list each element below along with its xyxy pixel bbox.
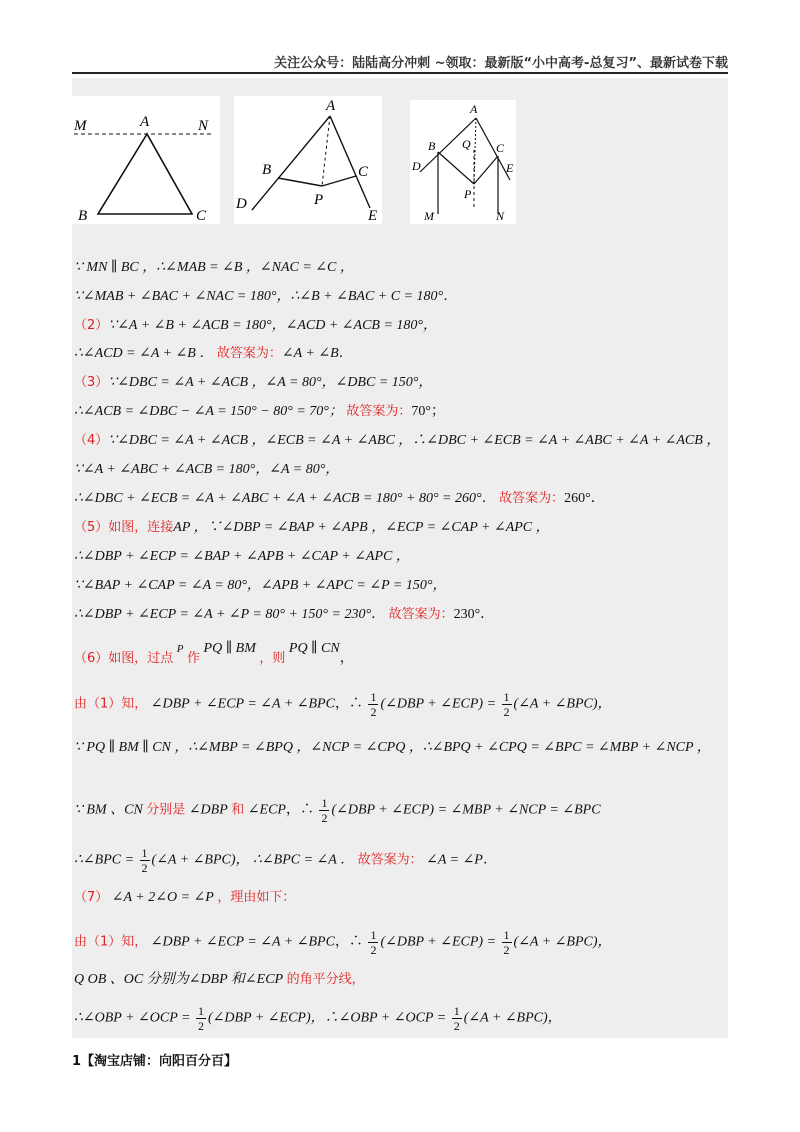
part-6-then: ，则 <box>259 651 286 666</box>
point-p: P <box>176 643 184 655</box>
solution-line-1: ∵ MN ∥ BC ，∴∠MAB = ∠B ，∠NAC = ∠C ， <box>74 260 354 275</box>
solution-line-20 <box>74 928 612 957</box>
fig2-label-D: D <box>236 196 247 212</box>
solution-line-9 <box>74 487 605 507</box>
parallel-1: PQ ∥ BM <box>203 641 256 656</box>
solution-line-21 <box>74 968 365 988</box>
solution-line-7 <box>74 429 720 449</box>
part-5-label: （5）如图，连接 <box>74 520 174 535</box>
line21-text: 的角平分线， <box>286 972 365 987</box>
part-2-label: （2） <box>74 318 109 333</box>
therefore: ，∴ <box>334 934 363 950</box>
solution-line-22 <box>74 1004 562 1033</box>
fraction-half: $\frac{1}{2}$ <box>197 1004 204 1033</box>
line6-math: ∴∠ACB = ∠DBC − ∠A = 150° − 80° = 70°； <box>74 404 343 419</box>
fraction-half: $\frac{1}{2}$ <box>321 796 328 825</box>
answer-label: 故答案为： <box>357 852 423 868</box>
part-7-claim: ∠A + 2∠O = ∠P <box>111 890 214 905</box>
line17-angle2: ∠ECP <box>247 802 286 818</box>
fig1-label-M: M <box>74 118 87 134</box>
line17-lines: ∵ BM 、CN <box>74 802 143 818</box>
solution-line-15 <box>74 690 612 719</box>
answer-value: ∠A = ∠P． <box>426 852 497 868</box>
fig3-label-C: C <box>496 141 505 155</box>
figure-2 <box>234 96 382 224</box>
fig3-label-M: M <box>424 209 434 223</box>
line17-word: 分别是 <box>146 802 186 818</box>
part-3-label: （3） <box>74 375 109 390</box>
solution-line-17 <box>74 796 601 825</box>
line22-lhs: ∴∠OBP + ∠OCP = <box>74 1010 191 1026</box>
answer-label: 故答案为： <box>388 607 454 622</box>
parallel-2: PQ ∥ CN <box>288 641 340 656</box>
solution-line-18 <box>74 846 497 875</box>
fig1-label-A: A <box>140 114 150 130</box>
line15-eq: ∠DBP + ∠ECP = ∠A + ∠BPC <box>150 696 335 712</box>
line21-math: Q OB 、OC 分别为∠DBP 和∠ECP <box>74 972 284 987</box>
solution-line-11: ∴∠DBP + ∠ECP = ∠BAP + ∠APB + ∠CAP + ∠APC ， <box>74 549 410 564</box>
answer-value: 260°． <box>564 491 605 506</box>
part-7-label: （7） <box>74 890 109 905</box>
fig3-label-P: P <box>464 187 472 201</box>
fig2-label-B: B <box>262 162 272 178</box>
solution-line-14 <box>74 640 354 667</box>
from-1: 由（1）知， <box>74 696 148 712</box>
figure-3 <box>410 100 516 224</box>
fig2-label-C: C <box>358 164 369 180</box>
part-6-word: 作 <box>187 651 201 666</box>
line18-lhs: ∴∠BPC = <box>74 852 135 868</box>
solution-line-5 <box>74 371 432 391</box>
line17-and: 和 <box>231 802 245 818</box>
solution-line-13 <box>74 603 494 623</box>
figure-1 <box>72 96 220 224</box>
solution-line-3 <box>74 314 437 334</box>
line17-eq: (∠DBP + ∠ECP) = ∠MBP + ∠NCP = ∠BPC <box>331 802 601 818</box>
figure-2-svg <box>234 96 382 224</box>
fraction-half: $\frac{1}{2}$ <box>370 690 377 719</box>
answer-label: 故答案为： <box>346 404 412 419</box>
fig1-label-B: B <box>78 208 88 224</box>
answer-value: 230°． <box>453 607 495 622</box>
line18-rhs: (∠A + ∠BPC)， <box>151 852 250 868</box>
part-5-text: AP ，∵∠DBP = ∠BAP + ∠APB ，∠ECP = ∠CAP + ∠APC ， <box>173 520 550 535</box>
line20-rhs: (∠A + ∠BPC)， <box>513 934 612 950</box>
solution-line-16: ∵ PQ ∥ BM ∥ CN ，∴∠MBP = ∠BPQ ，∠NCP = ∠CPQ ，∴∠BPQ + ∠CPQ = ∠BPC = ∠MBP + ∠NCP ， <box>74 740 711 755</box>
line13-math: ∴∠DBP + ∠ECP = ∠A + ∠P = 80° + 150° = 230°． <box>74 607 386 622</box>
fig3-label-D: D <box>412 159 421 173</box>
page-header: 关注公众号：陆陆高分冲刺 ~领取：最新版“小中高考-总复习”、最新试卷下载 <box>274 56 728 71</box>
line15-rhs: (∠A + ∠BPC)， <box>513 696 612 712</box>
part-6-label: （6）如图，过点 <box>74 651 174 666</box>
fig3-label-A: A <box>470 102 478 116</box>
part-2-text: ∵∠A + ∠B + ∠ACB = 180°，∠ACD + ∠ACB = 180°， <box>108 318 438 333</box>
answer-value: ∠A + ∠B． <box>281 346 353 361</box>
therefore: ，∴ <box>334 696 363 712</box>
fraction-half: $\frac{1}{2}$ <box>503 928 510 957</box>
comma: ， <box>339 651 354 666</box>
from-1: 由（1）知， <box>74 934 148 950</box>
line9-math: ∴∠DBC + ∠ECB = ∠A + ∠ABC + ∠A + ∠ACB = 180° + 80° = 260°． <box>74 491 496 506</box>
header-rule <box>72 72 728 74</box>
fraction-half: $\frac{1}{2}$ <box>503 690 510 719</box>
solution-line-4 <box>74 342 353 362</box>
line20-eq: ∠DBP + ∠ECP = ∠A + ∠BPC <box>150 934 335 950</box>
fig1-label-C: C <box>196 208 207 224</box>
fraction-half: $\frac{1}{2}$ <box>453 1004 460 1033</box>
solution-line-10 <box>74 516 550 536</box>
fig1-label-N: N <box>198 118 209 134</box>
therefore: ，∴ <box>285 802 314 818</box>
answer-value: 70°； <box>411 404 445 419</box>
fig3-label-N: N <box>496 209 505 223</box>
part-4-label: （4） <box>74 433 109 448</box>
figure-1-svg <box>72 96 220 224</box>
line22-mid: (∠DBP + ∠ECP)，∴∠OBP + ∠OCP = <box>207 1010 447 1026</box>
fraction-half: $\frac{1}{2}$ <box>141 846 148 875</box>
fig2-label-E: E <box>368 208 378 224</box>
answer-label: 故答案为： <box>499 491 565 506</box>
part-4-text: ∵∠DBC = ∠A + ∠ACB ，∠ECB = ∠A + ∠ABC ，∴∠DBC + ∠ECB = ∠A + ∠ABC + ∠A + ∠ACB ， <box>108 433 721 448</box>
line20-lhs: (∠DBP + ∠ECP) = <box>380 934 497 950</box>
line4-math: ∴∠ACD = ∠A + ∠B ． <box>74 346 214 361</box>
fig3-label-Q: Q <box>462 137 471 151</box>
solution-line-12: ∵∠BAP + ∠CAP = ∠A = 80°，∠APB + ∠APC = ∠P = 150°， <box>74 578 447 593</box>
part-3-text: ∵∠DBC = ∠A + ∠ACB ，∠A = 80°，∠DBC = 150°， <box>108 375 433 390</box>
figure-3-svg <box>410 100 516 224</box>
line15-lhs: (∠DBP + ∠ECP) = <box>380 696 497 712</box>
line22-rhs: (∠A + ∠BPC)， <box>463 1010 562 1026</box>
solution-line-6 <box>74 400 445 420</box>
solution-line-19 <box>74 886 295 906</box>
line17-angle1: ∠DBP <box>188 802 228 818</box>
page-footer: 1【淘宝店铺：向阳百分百】 <box>72 1054 238 1069</box>
part-7-reason: ，理由如下： <box>217 890 296 905</box>
solution-line-2: ∵∠MAB + ∠BAC + ∠NAC = 180°，∴∠B + ∠BAC + C = 180°． <box>74 289 458 304</box>
answer-label: 故答案为： <box>216 346 282 361</box>
line18-result: ∴∠BPC = ∠A ． <box>253 852 355 868</box>
fig3-label-E: E <box>506 161 514 175</box>
fraction-half: $\frac{1}{2}$ <box>370 928 377 957</box>
fig2-label-A: A <box>326 98 336 114</box>
fig3-label-B: B <box>428 139 436 153</box>
solution-line-8: ∵∠A + ∠ABC + ∠ACB = 180°，∠A = 80°， <box>74 462 340 477</box>
fig2-label-P: P <box>314 192 324 208</box>
